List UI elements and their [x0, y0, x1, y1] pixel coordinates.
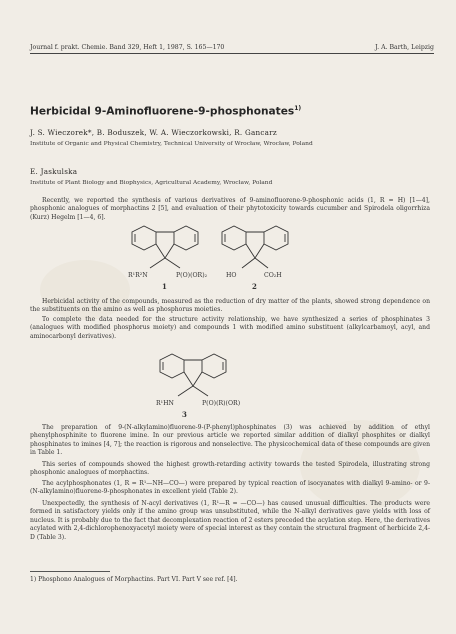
structure-3: [138, 350, 248, 422]
structure-1-amino: R¹R²N: [128, 272, 148, 279]
paragraph: Unexpectedly, the synthesis of N-acyl derivatives (1, R¹—R = —CO—) has caused unusual difficulties. The products were formed in satisfactory yields only if the amino group was unsubstituted, while the N-alkyl derivatives gave yields with loss of nucleus. It is probably due to the fact that decomplexation reaction of 2 esters preceded the acylation step. Here, the derivatives acylated with 2,4-dichlorophenoxyacetyl moiety were of special interest as they contain the structural fragment of herbicide 2,4-D (Table 3).: [30, 500, 430, 541]
title-footnote-marker: 1): [294, 105, 302, 112]
structure-2-hydroxy: HO: [226, 272, 237, 279]
footnote-rule: [30, 571, 110, 572]
journal-citation: Journal f. prakt. Chemie. Band 329, Heft 1, 1987, S. 165—170: [30, 44, 225, 51]
running-header: [30, 44, 434, 51]
author-list: J. S. Wieczorek*, B. Boduszek, W. A. Wieczorkowski, R. Gancarz: [30, 128, 277, 137]
structure-2: [200, 222, 310, 294]
header-rule: [30, 53, 434, 54]
article-title: Herbicidal 9-Aminofluorene-9-phosphonates$^{1)}$: [30, 105, 302, 118]
footnote: 1) Phosphono Analogues of Morphactins. Part VI. Part V see ref. [4].: [30, 576, 238, 583]
structure-2-carboxyl: CO₂H: [264, 272, 282, 279]
paragraph: The acylphosphonates (1, R = R¹—NH—CO—) were prepared by typical reaction of isocyanates with dialkyl 9-amino- or 9-(N-alkylamino)fluorene-9-phosphonates in excellent yield (Table 2).: [30, 480, 430, 496]
paragraph: This series of compounds showed the highest growth-retarding activity towards the tested Spirodela, illustrating strong phosphonic analogues of morphactins.: [30, 461, 430, 477]
structure-3-amino: R¹HN: [156, 400, 174, 407]
author-list-2: E. Jaskulska: [30, 167, 78, 176]
structure-3-label: 3: [182, 410, 187, 419]
structure-1-phosphonate: P(O)(OR)₂: [176, 272, 208, 279]
publisher: J. A. Barth, Leipzig: [375, 44, 434, 51]
paragraph: Recently, we reported the synthesis of various derivatives of 9-aminofluorene-9-phosphonic acids (1, R = H) [1—4], phosphonic analogues of morphactins 2 [5], and evaluation of their phytotoxicity towards cucumber and Spirodela oligorrhiza (Kurz) Hegelm [1—4, 6].: [30, 197, 430, 221]
structure-2-label: 2: [252, 282, 257, 291]
affiliation-2: Institute of Plant Biology and Biophysics, Agricultural Academy, Wrocław, Poland: [30, 180, 273, 186]
paragraph: The preparation of 9-(N-alkylamino)fluorene-9-(P-phenyl)phosphinates (3) was achieved by addition of ethyl phenylphosphinite to fluorene imine. In our previous article we reported similar addition of dialkyl phosphites or dialkyl phosphinates to imines [4, 7]; the reaction is rigorous and nonselective. The physicochemical data of these compounds are given in Table 1.: [30, 424, 430, 457]
affiliation: Institute of Organic and Physical Chemistry, Technical University of Wrocław, Wrocław, Poland: [30, 141, 313, 147]
paragraph: To complete the data needed for the structure activity relationship, we have synthesized a series of phosphinates 3 (analogues with modified phosphorus moiety) and compounds 1 with modified amino substituent (alkylcarbamoyl, acyl, and aminocarbonyl derivatives).: [30, 316, 430, 340]
structure-1-label: 1: [162, 282, 167, 291]
structure-3-phosphinate: P(O)(R)(OR): [202, 400, 241, 407]
paragraph: Herbicidal activity of the compounds, measured as the reduction of dry matter of the plants, showed strong dependence on the substituents on the amino as well as phosphorus moieties.: [30, 298, 430, 314]
